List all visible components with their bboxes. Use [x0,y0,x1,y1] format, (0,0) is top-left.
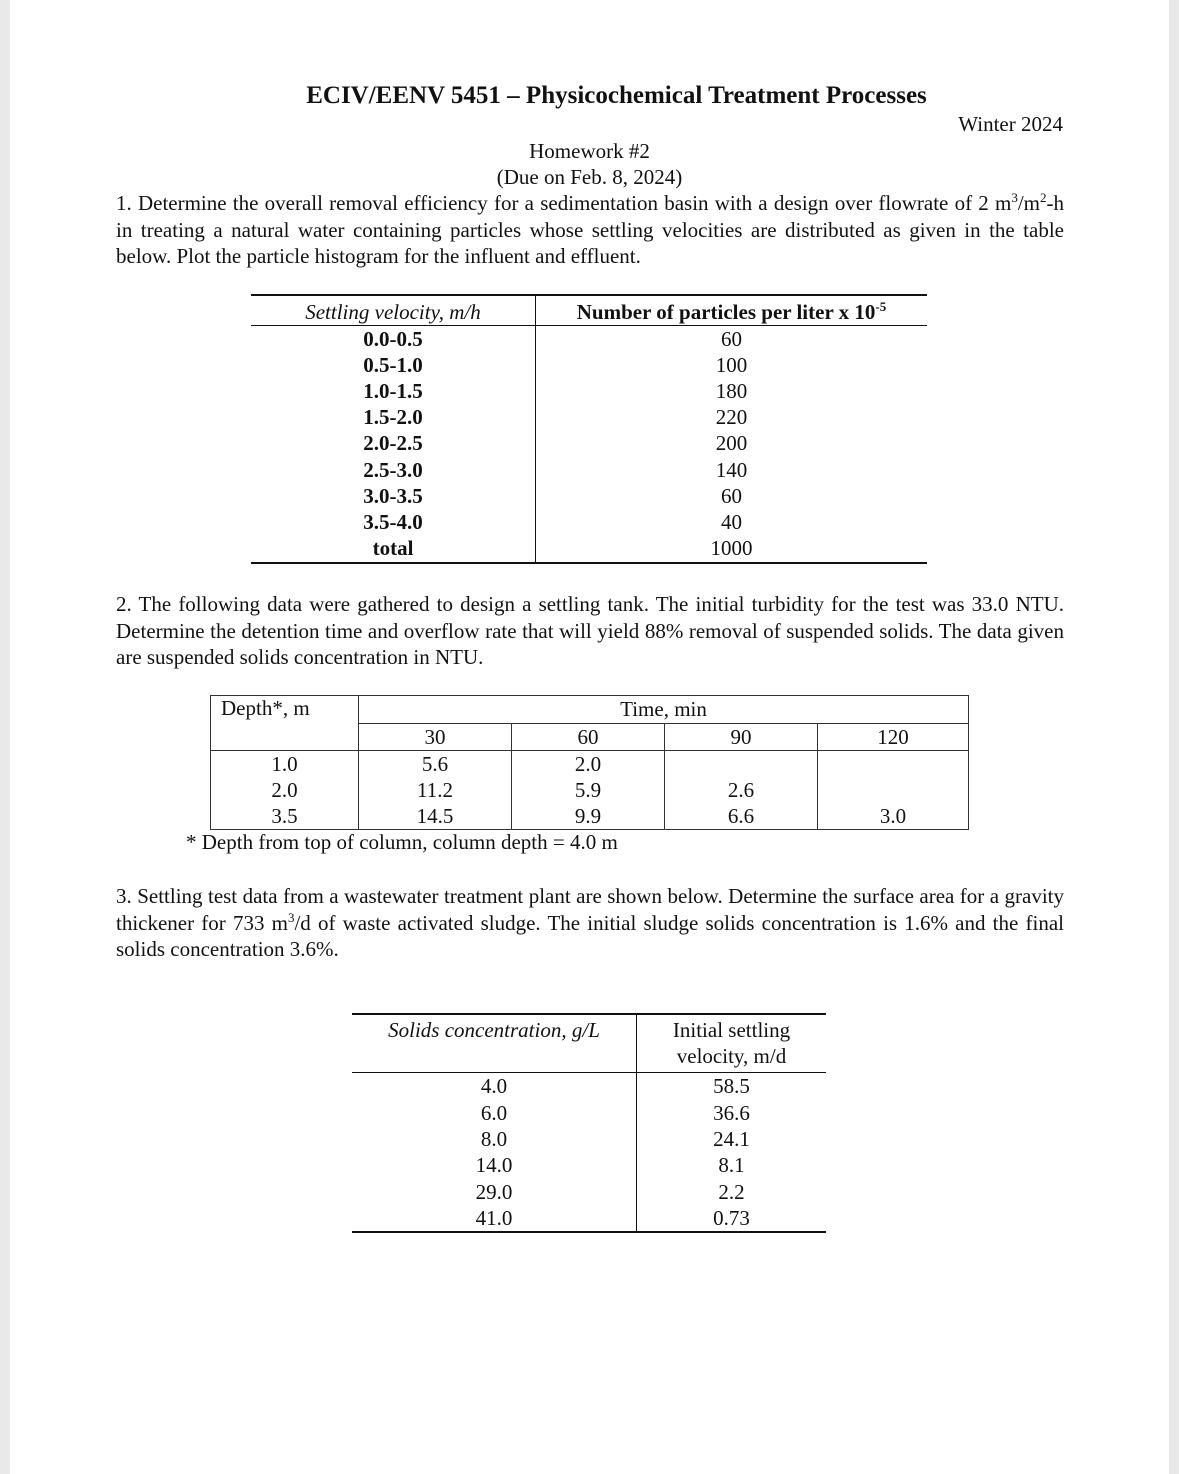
table-row [251,378,927,404]
concentration-cell: 8.0 [352,1126,637,1152]
turbidity-cell: 5.9 [512,777,665,803]
time-col-60: 60 [512,724,665,751]
concentration-cell: 29.0 [352,1179,637,1205]
concentration-cell: 6.0 [352,1099,637,1125]
course-title: ECIV/EENV 5451 – Physicochemical Treatment Processes [306,82,927,109]
depth-header: Depth*, m [211,696,359,751]
table-row [251,509,927,535]
depth-footnote: * Depth from top of column, column depth = 4.0 m [186,830,618,854]
depth-cell: 2.0 [271,777,298,802]
velocity-cell: 2.2 [718,1179,745,1204]
table-row [352,1073,826,1100]
table-row [251,457,927,483]
count-cell: 180 [715,378,748,403]
count-cell: 60 [721,483,742,508]
velocity-cell: 0.73 [713,1206,750,1231]
problem-1-text: 1. Determine the overall removal efficiency for a sedimentation basin with a design over flowrate of 2 $m^3/m^2-h$ in treating a natural water containing particles whose settling velocities are distributed as given in the table below. Plot the particle histogram for the influent and effluent. [116,190,1064,268]
turbidity-table [210,695,970,830]
time-col-90: 90 [665,724,818,751]
table-row [251,431,927,457]
table-row [251,536,927,563]
velocity-cell: total [251,536,536,563]
concentration-cell: 41.0 [352,1205,637,1232]
velocity-cell: 3.5-4.0 [251,509,536,535]
sludge-settling-table [352,1013,826,1233]
turbidity-cell [665,751,818,778]
table-row [211,751,969,778]
velocity-cell: 8.1 [718,1153,745,1178]
count-cell: 100 [715,352,748,377]
depth-cell: 1.0 [271,751,298,776]
document-page [10,0,1169,1474]
turbidity-cell: 5.6 [359,751,512,778]
concentration-cell: 14.0 [352,1152,637,1178]
velocity-cell: 2.0-2.5 [251,431,536,457]
term-label: Winter 2024 [958,112,1063,136]
table-row [352,1205,826,1232]
table-row [251,326,927,353]
velocity-cell: 0.0-0.5 [251,326,536,353]
problem-3-text: 3. Settling test data from a wastewater treatment plant are shown below. Determine the surface area for a gravity thickener for 733 $m^3/d$ of waste activated sludge. The initial sludge solids concentration is 1.6% and the final solids concentration 3.6%. [116,884,1064,961]
count-cell: 140 [715,457,748,482]
count-cell: 200 [715,431,748,456]
depth-cell: 3.5 [271,803,298,828]
count-cell: 1000 [710,536,753,561]
col-header-particle-count: Number of particles per liter x $10^{-5}$ [536,295,928,326]
table-row [251,405,927,431]
turbidity-cell [818,751,969,778]
problem-2-text: 2. The following data were gathered to design a settling tank. The initial turbidity for the test was 33.0 NTU. Determine the detention time and overflow rate that will yield 88% removal of suspended solids. The data given are suspended solids concentration in NTU. [116,592,1064,669]
table-row [251,352,927,378]
turbidity-cell: 11.2 [359,777,512,803]
turbidity-cell: 14.5 [359,803,512,830]
velocity-cell: 36.6 [713,1100,750,1125]
col-header-settling-velocity: Settling velocity, m/h [251,295,536,326]
homework-label: Homework #2 [529,139,650,163]
settling-velocity-table [251,294,927,564]
velocity-cell: 0.5-1.0 [251,352,536,378]
due-date: (Due on Feb. 8, 2024) [496,165,683,189]
turbidity-cell: 9.9 [512,803,665,830]
time-col-30: 30 [359,724,512,751]
concentration-cell: 4.0 [352,1073,637,1100]
velocity-cell: 1.0-1.5 [251,378,536,404]
velocity-cell: 58.5 [713,1074,750,1099]
table-row [211,803,969,830]
col-header-solids-concentration: Solids concentration, g/L [352,1014,637,1073]
time-header: Time, min [359,696,969,724]
table-row [352,1179,826,1205]
count-cell: 40 [721,509,742,534]
turbidity-cell: 3.0 [818,803,969,830]
velocity-cell: 3.0-3.5 [251,483,536,509]
time-col-120: 120 [818,724,969,751]
turbidity-cell: 2.6 [665,777,818,803]
col-header-initial-settling-velocity: Initial settling velocity, m/d [637,1014,827,1073]
count-cell: 60 [721,326,742,351]
turbidity-cell: 2.0 [512,751,665,778]
turbidity-cell [818,777,969,803]
table-row [352,1099,826,1125]
table-row [352,1126,826,1152]
velocity-cell: 1.5-2.0 [251,405,536,431]
velocity-cell: 2.5-3.0 [251,457,536,483]
velocity-cell: 24.1 [713,1126,750,1151]
table-row [211,777,969,803]
table-row [251,483,927,509]
count-cell: 220 [715,405,748,430]
table-row [352,1152,826,1178]
turbidity-cell: 6.6 [665,803,818,830]
